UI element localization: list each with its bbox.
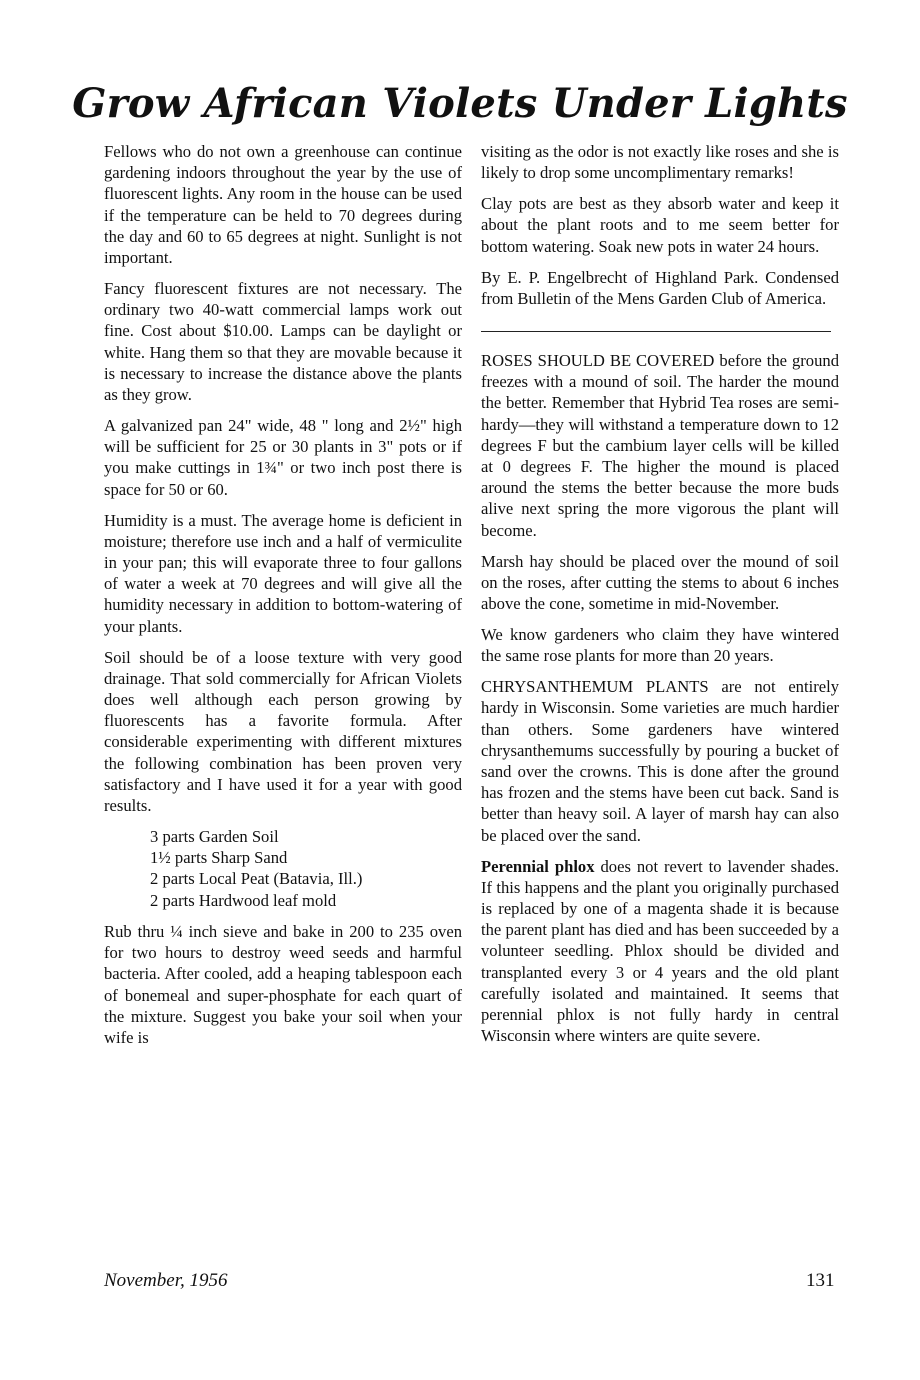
paragraph: Soil should be of a loose texture with very good drainage. That sold commercially for African Violets does well although each person growing by fluorescents has a favorite formula. After considerable experimenting with different mixtures the following combination has been proven very satisfactory and I have used it for a year with good results. <box>104 647 462 816</box>
section-divider <box>481 331 831 332</box>
chrysanthemum-paragraph <box>481 676 839 846</box>
paragraph: visiting as the odor is not exactly like roses and she is likely to drop some uncomplimentary remarks! <box>481 142 839 183</box>
recipe-item: 2 parts Local Peat (Batavia, Ill.) <box>150 869 363 889</box>
chrysanthemum-text: are not entirely hardy in Wisconsin. Some varieties are much hardier than others. Some gardeners have wintered chrysanthemums successfully by pouring a bucket of sand over the crowns. This is done after the ground has frozen and the stems have been cut back. Sand is better than heavy soil. A layer of marsh hay can also be placed over the sand. <box>481 677 839 845</box>
paragraph: Humidity is a must. The average home is deficient in moisture; therefore use inch and a half of vermiculite in your pan; this will evaporate three to four gallons of water a week at 70 degrees and will give all the humidity necessary in addition to bottom-watering of your plants. <box>104 510 462 636</box>
article-title: Grow African Violets Under Lights <box>72 80 848 127</box>
paragraph: Clay pots are best as they absorb water and keep it about the plant roots and to me seem better for bottom watering. Soak new pots in water 24 hours. <box>481 194 839 256</box>
paragraph: Rub thru ¼ inch sieve and bake in 200 to 235 oven for two hours to destroy weed seeds and harmful bacteria. After cooled, add a heaping tablespoon each of bonemeal and super-phosphate for each quart of the mixture. Suggest you bake your soil when your wife is <box>104 921 462 1047</box>
paragraph: We know gardeners who claim they have wintered the same rose plants for more than 20 years. <box>481 625 839 666</box>
chrysanthemum-heading: CHRYSANTHEMUM PLANTS <box>481 677 709 697</box>
soil-recipe-list <box>150 826 462 911</box>
phlox-heading: Perennial phlox <box>481 856 595 876</box>
issue-date: November, 1956 <box>104 1270 228 1291</box>
phlox-text: does not revert to lavender shades. If this happens and the plant you originally purchased is replaced by one of a magenta shade it is because the parent plant has died and has been succeeded by a volunteer seedling. Phlox should be divided and transplanted every 3 or 4 years and the old plant carefully isolated and maintained. It seems that perennial phlox is not fully hardy in central Wisconsin where winters are quite severe. <box>481 856 839 1046</box>
roses-text: before the ground freezes with a mound of soil. The harder the mound the better. Remember that Hybrid Tea roses are semi-hardy—they will withstand a temperature down to 12 degrees F but the cambium layer cells will be killed at 0 degrees F. The higher the mound is placed around the stems the better because the more buds alive next spring the more vigorous the plant will become. <box>481 351 839 540</box>
recipe-item: 1½ parts Sharp Sand <box>150 848 288 868</box>
roses-heading: ROSES SHOULD BE COVERED <box>481 351 715 371</box>
paragraph: Marsh hay should be placed over the mound of soil on the roses, after cutting the stems to about 6 inches above the cone, sometime in mid-November. <box>481 551 839 614</box>
paragraph: A galvanized pan 24" wide, 48 " long and 2½" high will be sufficient for 25 or 30 plants in 3" pots or if you make cuttings in 1¾" or two inch post there is space for 50 or 60. <box>104 416 462 499</box>
roses-paragraph <box>481 350 839 541</box>
right-column <box>481 141 839 1056</box>
left-column <box>104 141 462 1058</box>
paragraph: Fellows who do not own a greenhouse can continue gardening indoors throughout the year by the use of fluorescent lights. Any room in the house can be used if the temperature can be held to 70 degrees during the day and 60 to 65 degrees at night. Sunlight is not important. <box>104 142 462 268</box>
recipe-item: 2 parts Hardwood leaf mold <box>150 890 337 910</box>
recipe-item: 3 parts Garden Soil <box>150 827 279 847</box>
phlox-paragraph <box>481 856 839 1047</box>
byline: By E. P. Engelbrecht of Highland Park. Condensed from Bulletin of the Mens Garden Club of America. <box>481 267 839 308</box>
paragraph: Fancy fluorescent fixtures are not necessary. The ordinary two 40-watt commercial lamps work out fine. Cost about $10.00. Lamps can be daylight or white. Hang them so that they are movable because it is necessary to increase the distance above the plants as they grow. <box>104 279 462 405</box>
page-number: 131 <box>806 1270 835 1291</box>
